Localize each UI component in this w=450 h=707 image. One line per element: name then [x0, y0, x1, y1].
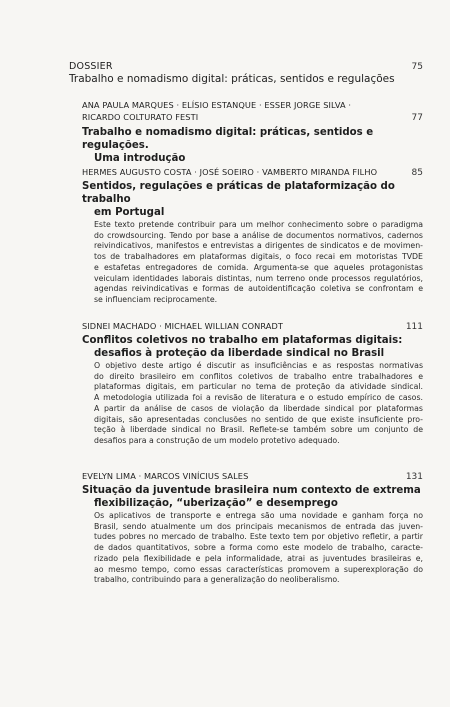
- entry-title[interactable]: [82, 180, 423, 219]
- entry-authors: RICARDO COLTURATO FESTI: [82, 112, 199, 122]
- abstract-line: Este texto pretende contribuir para um melhor conhecimento sobre o paradigma: [94, 220, 423, 229]
- abstract-line: agendas reivindicativas e formas de autoidentificação coletiva se confrontam e: [94, 284, 423, 294]
- page-number: 85: [411, 168, 423, 178]
- abstract-line: Brasil, sendo atualmente um dos principais mecanismos de entrada das juven-: [94, 521, 423, 531]
- abstract-line: trabalho, contribuindo para a generalização do neoliberalismo.: [94, 575, 340, 585]
- section-label: DOSSIER: [69, 61, 113, 72]
- page-number: 111: [405, 322, 423, 332]
- abstract-line: O objetivo deste artigo é discutir as insuficiências e as respostas normativas: [94, 361, 423, 370]
- page-number: 75: [411, 62, 423, 72]
- abstract-line: ao mesmo tempo, como essas características promovem a superexploração do: [94, 564, 423, 574]
- entry-authors: SIDNEI MACHADO · MICHAEL WILLIAN CONRADT: [82, 321, 283, 331]
- entry-title[interactable]: [82, 126, 423, 165]
- entry-abstract: [82, 511, 423, 586]
- entry-title-line: Uma introdução: [94, 153, 186, 164]
- dossier-header: [69, 61, 423, 85]
- page-number: 77: [411, 113, 423, 123]
- abstract-line: A metodologia utilizada foi a revisão de literatura e o estudo empírico de casos.: [94, 393, 423, 403]
- abstract-line: e estafetas entregadores de comida. Argumenta-se que aqueles protagonistas: [94, 262, 423, 272]
- entry-authors: ANA PAULA MARQUES · ELÍSIO ESTANQUE · ESSER JORGE SILVA ·: [82, 100, 352, 110]
- entry-title-line: Sentidos, regulações e práticas de plataformização do trabalho: [82, 181, 395, 205]
- abstract-line: tudes pobres no mercado de trabalho. Este texto tem por objetivo refletir, a partir: [94, 532, 423, 542]
- toc-entry[interactable]: [82, 99, 423, 165]
- abstract-line: se influenciam reciprocamente.: [94, 294, 218, 304]
- abstract-line: de dados quantitativos, sobre a forma como este modelo de trabalho, caracte-: [94, 543, 423, 553]
- entry-title-line: Trabalho e nomadismo digital: práticas, sentidos e regulações.: [82, 127, 374, 151]
- abstract-line: veiculam identidades laborais distintas, num terreno onde processos regulatórios,: [94, 273, 423, 283]
- section-title: Trabalho e nomadismo digital: práticas, sentidos e regulações: [69, 73, 395, 85]
- page-number: 131: [405, 472, 423, 482]
- toc-entry[interactable]: [82, 470, 423, 586]
- abstract-line: tos de trabalhadores em plataformas digitais, o foco recai em motoristas TVDE: [94, 252, 423, 262]
- entry-title-line: Conflitos coletivos no trabalho em plataformas digitais:: [82, 335, 403, 346]
- toc-entry[interactable]: [82, 166, 423, 306]
- abstract-line: do direito brasileiro em conflitos coletivos de trabalho entre trabalhadores e: [94, 371, 423, 381]
- abstract-line: plataformas digitais, em particular no tema de proteção da atividade sindical.: [94, 382, 423, 392]
- abstract-line: digitais, são apresentadas conclusões no sentido de que existe insuficiente pro-: [94, 414, 423, 424]
- toc-entry[interactable]: [82, 320, 423, 447]
- entry-abstract: [82, 361, 423, 447]
- abstract-line: A partir da análise de casos de violação da liberdade sindical por plataformas: [94, 403, 423, 413]
- entry-authors: HERMES AUGUSTO COSTA · JOSÉ SOEIRO · VAMBERTO MIRANDA FILHO: [82, 167, 378, 177]
- entry-title-line: desafios à proteção da liberdade sindical no Brasil: [94, 348, 385, 359]
- abstract-line: rizado pela flexibilidade e pela informalidade, atrai as juventudes brasileiras e,: [94, 553, 423, 563]
- entry-title-line: em Portugal: [94, 207, 165, 218]
- entry-authors: EVELYN LIMA · MARCOS VINÍCIUS SALES: [82, 471, 249, 481]
- entry-title-line: Situação da juventude brasileira num contexto de extrema: [82, 485, 421, 496]
- abstract-line: do crowdsourcing. Tendo por base a análise de documentos normativos, cadernos: [94, 230, 423, 240]
- abstract-line: teção à liberdade sindical no Brasil. Reflete-se também sobre um conjunto de: [94, 425, 423, 435]
- entry-title[interactable]: [82, 484, 423, 510]
- abstract-line: Os aplicativos de transporte e entrega são uma novidade e ganham força no: [94, 511, 423, 520]
- entry-title-line: flexibilização, “uberização” e desemprego: [94, 498, 338, 509]
- entry-abstract: [82, 220, 423, 306]
- abstract-line: reivindicativos, manifestos e entrevistas a dirigentes de sindicatos e de movimen-: [94, 241, 423, 251]
- entry-title[interactable]: [82, 334, 423, 360]
- abstract-line: desafios para a construção de um modelo protetivo adequado.: [94, 435, 340, 445]
